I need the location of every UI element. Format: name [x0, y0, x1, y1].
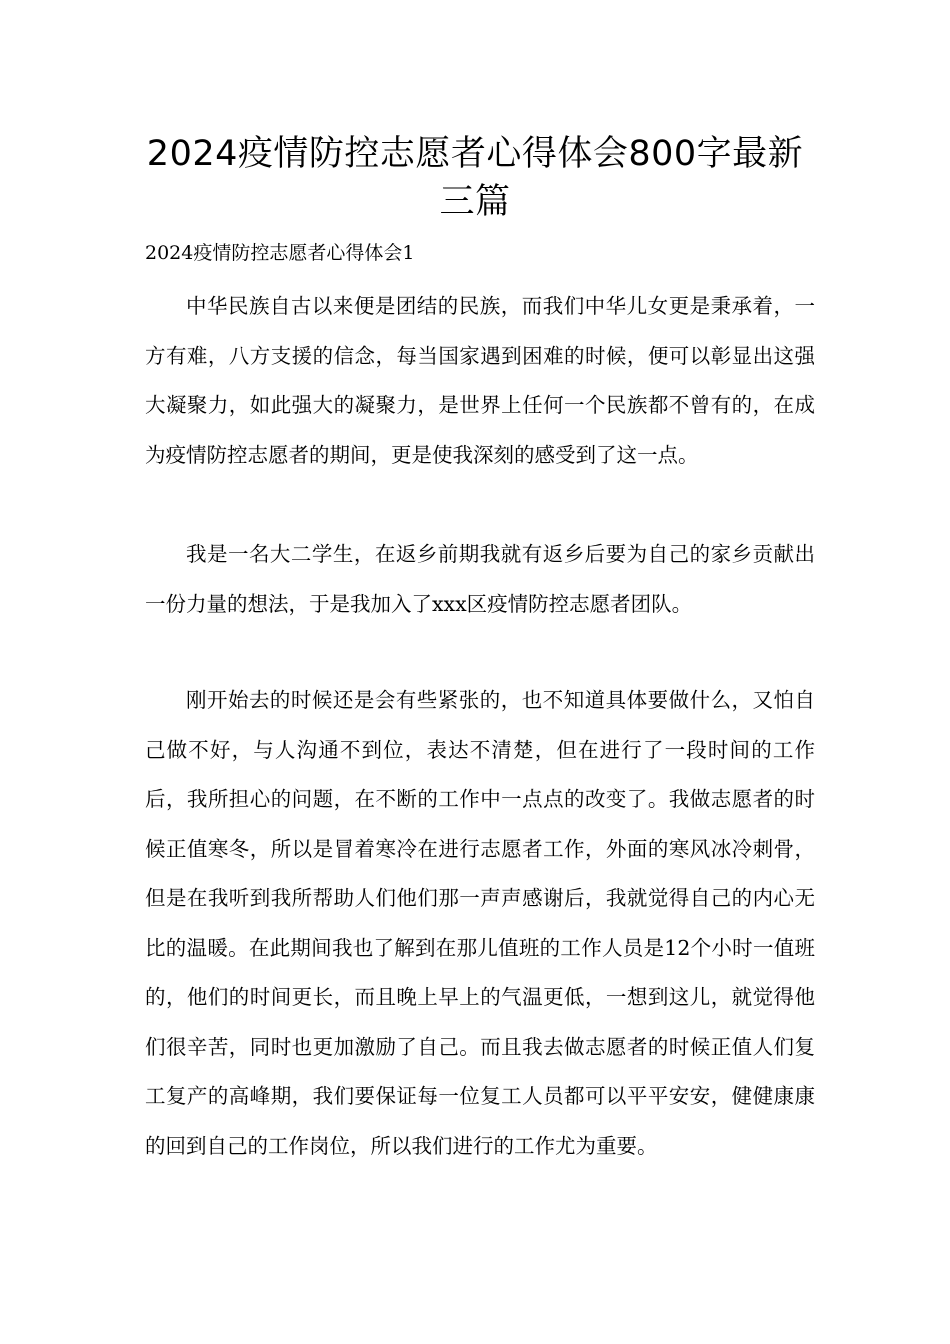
document-title: 2024疫情防控志愿者心得体会800字最新三篇	[146, 134, 804, 222]
body-paragraph-2: 我是一名大二学生，在返乡前期我就有返乡后要为自己的家乡贡献出一份力量的想法，于是我加入了xxx区疫情防控志愿者团队。	[145, 542, 815, 616]
body-paragraph-3: 刚开始去的时候还是会有些紧张的，也不知道具体要做什么，又怕自己做不好，与人沟通不到位，表达不清楚，但在进行了一段时间的工作后，我所担心的问题，在不断的工作中一点点的改变了。我做志愿者的时候正值寒冬，所以是冒着寒冷在进行志愿者工作，外面的寒风冰冷刺骨，但是在我听到我所帮助人们他们那一声声感谢后，我就觉得自己的内心无比的温暖。在此期间我也了解到在那儿值班的工作人员是12个小时一值班的，他们的时间更长，而且晚上早上的气温更低，一想到这儿，就觉得他们很辛苦，同时也更加激励了自己。而且我去做志愿者的时候正值人们复工复产的高峰期，我们要保证每一位复工人员都可以平平安安，健健康康的回到自己的工作岗位，所以我们进行的工作尤为重要。	[145, 688, 815, 1158]
body-paragraph-1: 中华民族自古以来便是团结的民族，而我们中华儿女更是秉承着，一方有难，八方支援的信念，每当国家遇到困难的时候，便可以彰显出这强大凝聚力，如此强大的凝聚力，是世界上任何一个民族都不曾有的，在成为疫情防控志愿者的期间，更是使我深刻的感受到了这一点。	[145, 294, 815, 467]
section-heading: 2024疫情防控志愿者心得体会1	[145, 242, 415, 264]
